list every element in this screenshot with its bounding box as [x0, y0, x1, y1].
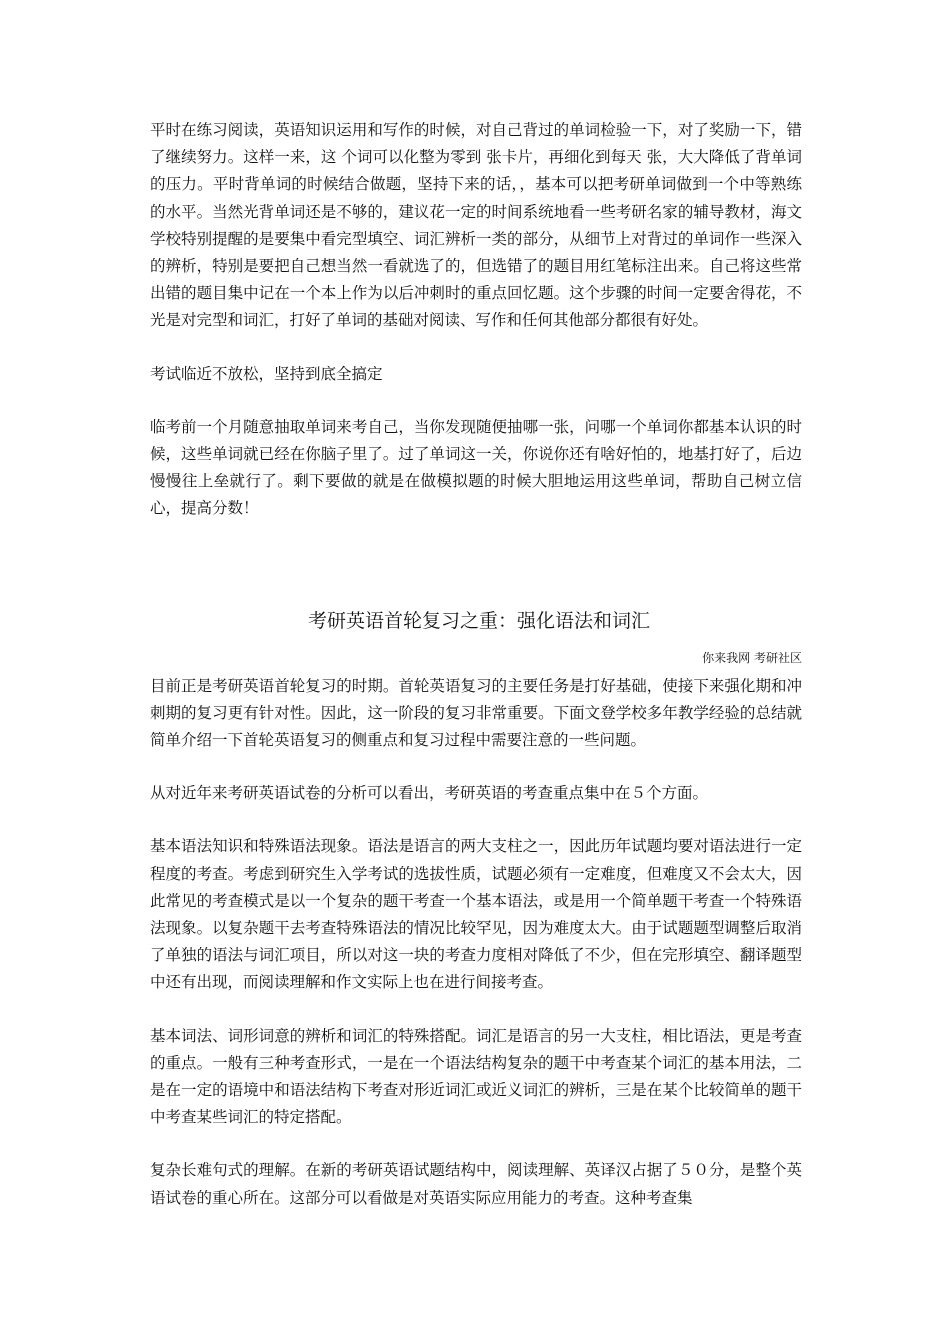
paragraph: 基本词法、词形词意的辨析和词汇的特殊搭配。词汇是语言的另一大支柱，相比语法，更是考查的重点。一般有三种考查形式，一是在一个语法结构复杂的题干中考查某个词汇的基本用法，二是在一定的语境中和语法结构下考查对形近词汇或近义词汇的辨析，三是在某个比较简单的题干中考查某些词汇的特定搭配。 — [150, 1026, 802, 1127]
article-byline: 你来我网 考研社区 — [702, 650, 802, 665]
paragraph: 基本语法知识和特殊语法现象。语法是语言的两大支柱之一，因此历年试题均要对语法进行一定程度的考查。考虑到研究生入学考试的选拔性质，试题必须有一定难度，但难度又不会太大，因此常见的考查模式是以一个复杂的题干考查一个基本语法，或是用一个简单题干考查一个特殊语法现象。以复杂题干去考查特殊语法的情况比较罕见，因为难度太大。由于试题题型调整后取消了单独的语法与词汇项目，所以对这一块的考查力度相对降低了不少，但在完形填空、翻译题型中还有出现，而阅读理解和作文实际上也在进行间接考查。 — [150, 837, 802, 992]
paragraph: 目前正是考研英语首轮复习的时期。首轮英语复习的主要任务是打好基础，使接下来强化期和冲刺期的复习更有针对性。因此，这一阶段的复习非常重要。下面文登学校多年教学经验的总结就简单介绍一下首轮英语复习的侧重点和复习过程中需要注意的一些问题。 — [150, 676, 802, 750]
paragraph: 临考前一个月随意抽取单词来考自己，当你发现随便抽哪一张，问哪一个单词你都基本认识的时候，这些单词就已经在你脑子里了。过了单词这一关，你说你还有啥好怕的，地基打好了，后边慢慢往上垒就行了。剩下要做的就是在做模拟题的时候大胆地运用这些单词，帮助自己树立信心，提高分数！ — [150, 417, 802, 518]
paragraph: 复杂长难句式的理解。在新的考研英语试题结构中，阅读理解、英译汉占据了５０分，是整个英语试卷的重心所在。这部分可以看做是对英语实际应用能力的考查。这种考查集 — [150, 1161, 802, 1207]
paragraph: 平时在练习阅读，英语知识运用和写作的时候，对自己背过的单词检验一下，对了奖励一下，错了继续努力。这样一来，这 个词可以化整为零到 张卡片，再细化到每天 张，大大降低了背单词的压力。平时背单词的时候结合做题，坚持下来的话，，基本可以把考研单词做到一个中等熟练的水平。当然光背单词还是不够的，建议花一定的时间系统地看一些考研名家的辅导教材，海文学校特别提醒的是要集中看完型填空、词汇辨析一类的部分，从细节上对背过的单词作一些深入的辨析，特别是要把自己想当然一看就选了的，但选错了的题目用红笔标注出来。自己将这些常出错的题目集中记在一个本上作为以后冲刺时的重点回忆题。这个步骤的时间一定要舍得花，不光是对完型和词汇，打好了单词的基础对阅读、写作和任何其他部分都很有好处。 — [150, 121, 802, 330]
paragraph: 从对近年来考研英语试卷的分析可以看出，考研英语的考查重点集中在５个方面。 — [150, 784, 709, 803]
section-heading: 考试临近不放松，坚持到底全搞定 — [150, 364, 383, 383]
document-page — [150, 117, 802, 1212]
article-title: 考研英语首轮复习之重：强化语法和词汇 — [307, 609, 650, 632]
